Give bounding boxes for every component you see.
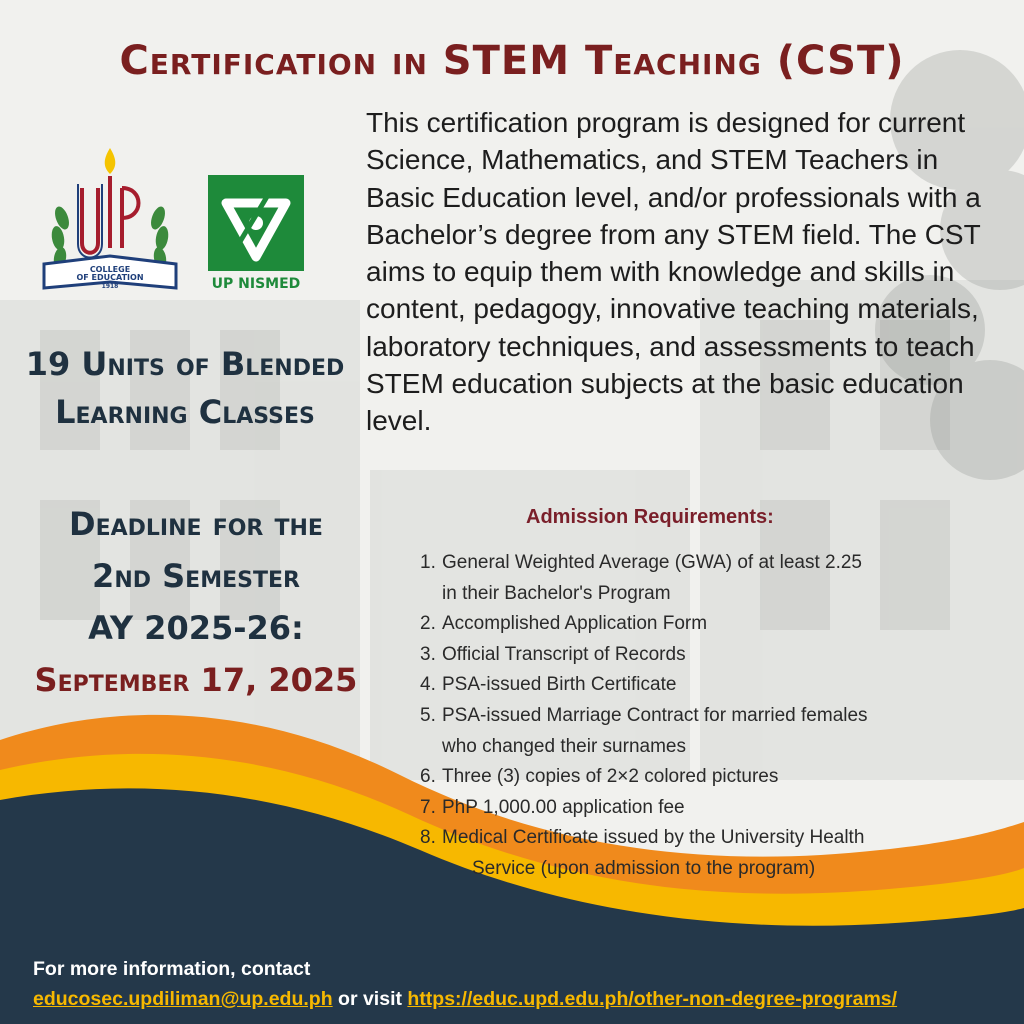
list-item [420, 793, 1020, 824]
item-text: Medical Certificate issued by the University Health [442, 827, 865, 849]
list-item-continuation [420, 854, 1020, 885]
website-link[interactable]: https://educ.upd.edu.ph/other-non-degree-programs/ [407, 988, 898, 1010]
item-text: PSA-issued Marriage Contract for married females [442, 704, 868, 726]
program-description: This certification program is designed for current Science, Mathematics, and STEM Teachers in Basic Education level, and/or professionals with a Bachelor’s degree from any STEM field. The CST aims to equip them with knowledge and skills in content, pedagogy, innovative teaching materials, laboratory techniques, and assessments to teach STEM education subjects at the basic education level. [366, 107, 981, 437]
item-text: who changed their surnames [442, 735, 686, 757]
item-text: PSA-issued Birth Certificate [442, 674, 677, 696]
footer-intro: For more information, contact [33, 958, 311, 980]
footer-links [33, 984, 897, 1014]
list-item [420, 670, 1020, 701]
item-text: General Weighted Average (GWA) of at least 2.25 [442, 552, 862, 573]
item-number: 5. [420, 704, 436, 726]
deadline-line-2: 2nd Semester [92, 557, 300, 595]
page-title: Certification in STEM Teaching (CST) [119, 38, 905, 84]
item-text: PhP 1,000.00 application fee [442, 796, 685, 818]
footer-contact [33, 954, 897, 1014]
nismed-label: UP NISMED [211, 276, 301, 292]
email-link[interactable]: educosec.updiliman@up.edu.ph [33, 988, 333, 1010]
deadline-date: September 17, 2025 [34, 661, 358, 699]
item-text: Official Transcript of Records [442, 643, 686, 665]
list-item [420, 548, 1020, 579]
college-of-education-logo [40, 148, 180, 296]
college-logo-text-1: COLLEGE [89, 265, 131, 274]
requirements-list [420, 548, 1020, 885]
item-text: Three (3) copies of 2×2 colored pictures [442, 766, 779, 788]
list-item-continuation [420, 579, 1020, 610]
list-item [420, 609, 1020, 640]
college-logo-year: 1918 [101, 283, 119, 290]
item-text: Service (upon admission to the program) [472, 857, 816, 879]
item-text: in their Bachelor's Program [442, 582, 671, 604]
college-logo-text-2: OF EDUCATION [76, 273, 144, 282]
item-text: Accomplished Application Form [442, 613, 708, 635]
deadline-line-3: AY 2025-26: [88, 609, 304, 647]
units-line-2: Learning Classes [55, 393, 315, 431]
up-nismed-logo [208, 175, 304, 293]
list-item [420, 640, 1020, 671]
units-heading [20, 340, 350, 436]
units-line-1: 19 Units of Blended [25, 345, 345, 383]
footer-or-visit: or visit [332, 988, 408, 1010]
item-number: 1. [420, 552, 436, 573]
deadline-line-1: Deadline for the [69, 505, 323, 543]
item-number: 2. [420, 613, 436, 635]
item-number: 6. [420, 766, 436, 788]
requirements-title: Admission Requirements: [526, 506, 774, 528]
deadline-block [26, 498, 366, 706]
list-item [420, 762, 1020, 793]
list-item [420, 701, 1020, 732]
list-item [420, 823, 1020, 854]
list-item-continuation [420, 732, 1020, 763]
item-number: 8. [420, 827, 436, 849]
item-number: 4. [420, 674, 436, 696]
item-number: 3. [420, 643, 436, 665]
item-number: 7. [420, 796, 436, 818]
